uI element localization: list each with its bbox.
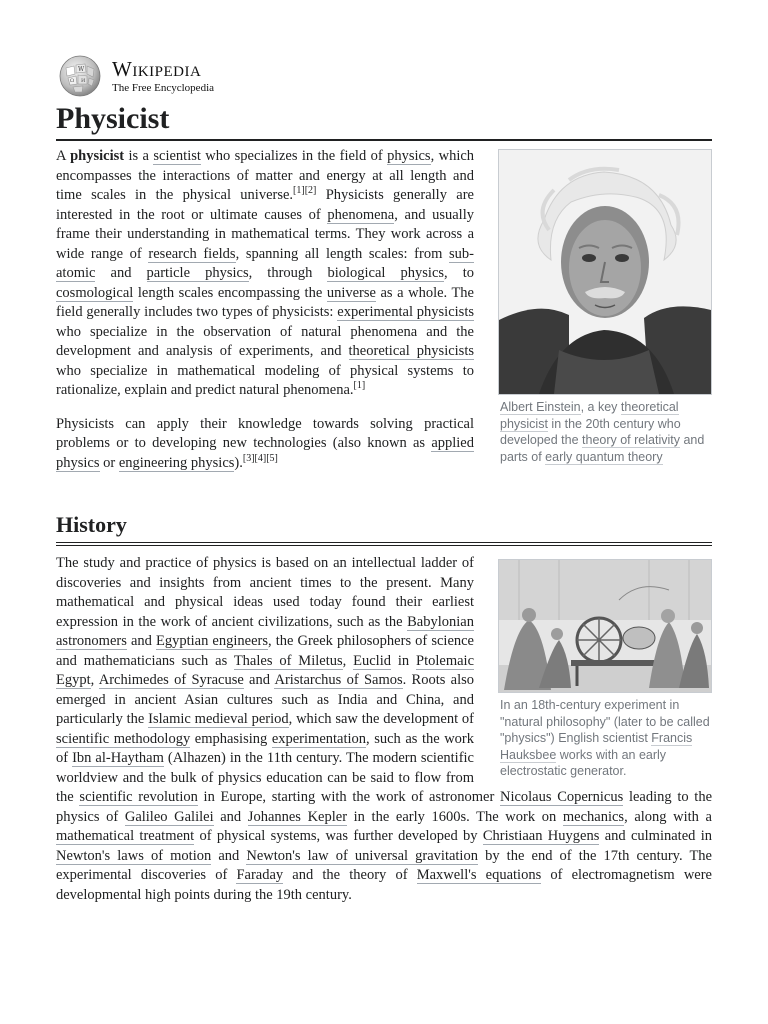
wikipedia-globe-icon [56, 54, 104, 98]
link-experimental-physicists[interactable]: experimental physicists [337, 304, 474, 320]
link-universe[interactable]: universe [326, 284, 376, 301]
link-newton-s-law-of-universal-gravitation[interactable]: Newton's law of universal gravitation [246, 847, 478, 864]
link-francis-hauksbee[interactable]: Francis Hauksbee [500, 731, 693, 762]
svg-text:W: W [78, 66, 85, 73]
link-experimentation[interactable]: experimentation [271, 730, 367, 747]
link-theoretical-physicists[interactable]: theoretical physicists [348, 343, 474, 359]
history-paragraph-1: The study and practice of physics is based on an intellectual ladder of discoveries and insights from ancient times to the present. Many mathematical and physical ideas used today found their earliest expression in the work of ancient civilizations, such as the Babylonian astronomers and Egyptian engineers, the Greek philosophers of science and mathematicians such as Thales of Miletus, Euclid in Ptolemaic Egypt, Archimedes of Syracuse and Aristarchus of Samos. Roots also emerged in ancient Asian cultures such as India and China, and particularly the Islamic medieval period, which saw the development of scientific methodology emphasising experimentation, such as the work of Ibn al-Haytham (Alhazen) in the 11th century. The modern scientific worldview and the bulk of physics education can be said to flow from the scientific revolution in Europe, starting with the work of astronomer Nicolaus Copernicus leading to the physics of Galileo Galilei and Johannes Kepler in the early 1600s. The work on mechanics, along with a mathematical treatment of physical systems, was further developed by Christiaan Huygens and culminated in Newton's laws of motion and Newton's law of universal gravitation by the end of the 17th century. The experimental discoveries of Faraday and the theory of Maxwell's equations of electromagnetism were developmental high points during the 19th century. [56, 555, 712, 903]
einstein-figure [498, 149, 712, 465]
link-ptolemaic-egypt[interactable]: Ptolemaic Egypt [56, 652, 475, 688]
link-research-fields[interactable]: research fields [148, 245, 236, 262]
link-phenomena[interactable]: phenomena [327, 206, 395, 223]
link-applied-physics[interactable]: applied physics [56, 435, 474, 471]
link-johannes-kepler[interactable]: Johannes Kepler [247, 808, 348, 825]
citation-reference[interactable]: [1][2] [293, 185, 317, 197]
history-heading: History [56, 511, 712, 546]
link-newton-s-laws-of-motion[interactable]: Newton's laws of motion [56, 847, 212, 864]
hauksbee-figure [498, 559, 712, 780]
link-christiaan-huygens[interactable]: Christiaan Huygens [482, 828, 600, 844]
article-page [56, 54, 712, 905]
svg-text:Ω: Ω [70, 78, 75, 84]
hauksbee-engraving[interactable] [498, 559, 712, 693]
link-archimedes-of-syracuse[interactable]: Archimedes of Syracuse [98, 672, 244, 688]
link-physics[interactable]: physics [387, 148, 431, 164]
link-theoretical-physicist[interactable]: theoretical physicist [500, 400, 679, 431]
link-scientific-methodology[interactable]: scientific methodology [56, 730, 191, 747]
link-islamic-medieval-period[interactable]: Islamic medieval period [148, 711, 289, 727]
link-faraday[interactable]: Faraday [236, 867, 284, 883]
hauksbee-caption: In an 18th-century experiment in "natural philosophy" (later to be called "physics") English scientist Francis Hauksbee works with an early electrostatic generator. [500, 698, 710, 778]
link-engineering-physics[interactable]: engineering physics [118, 454, 235, 471]
link-nicolaus-copernicus[interactable]: Nicolaus Copernicus [499, 789, 624, 805]
svg-text:И: И [81, 78, 86, 84]
link-aristarchus-of-samos[interactable]: Aristarchus of Samos [274, 672, 403, 688]
electrostatic-generator-image [499, 560, 711, 692]
citation-reference[interactable]: [3][4][5] [242, 452, 278, 464]
link-mathematical-treatment[interactable]: mathematical treatment [56, 828, 195, 844]
page-title: Physicist [56, 101, 712, 141]
link-theory-of-relativity[interactable]: theory of relativity [582, 433, 680, 447]
link-galileo-galilei[interactable]: Galileo Galilei [124, 808, 214, 825]
link-sub-atomic[interactable]: sub-atomic [56, 245, 474, 281]
link-early-quantum-theory[interactable]: early quantum theory [545, 449, 663, 464]
citation-reference[interactable]: [1] [353, 380, 366, 392]
link-biological-physics[interactable]: biological physics [327, 265, 445, 281]
bold-term: physicist [70, 148, 125, 164]
link-euclid[interactable]: Euclid [353, 652, 391, 669]
link-egyptian-engineers[interactable]: Egyptian engineers [155, 633, 268, 649]
link-babylonian-astronomers[interactable]: Babylonian astronomers [56, 613, 474, 649]
link-mechanics[interactable]: mechanics [562, 808, 625, 825]
link-albert-einstein[interactable]: Albert Einstein [500, 400, 581, 414]
intro-paragraph-2: Physicists can apply their knowledge towards solving practical problems or to developing new technologies (also known as applied physics or engineering physics).[3][4][5] [56, 415, 474, 471]
link-particle-physics[interactable]: particle physics [146, 265, 249, 281]
link-maxwell-s-equations[interactable]: Maxwell's equations [416, 867, 542, 883]
intro-paragraph-1: A physicist is a scientist who specializes in the field of physics, which encompasses the interactions of matter and energy at all length and time scales in the physical universe.[1][2] Physicists generally are interested in the root or ultimate causes of phenomena, and usually frame their understanding in mathematical terms. They work across a wide range of research fields, spanning all length scales: from sub-atomic and particle physics, through biological physics, to cosmological length scales encompassing the universe as a whole. The field generally includes two types of physicists: experimental physicists who specialize in the observation of natural phenomena and the development and analysis of experiments, and theoretical physicists who specialize in mathematical modeling of physical systems to rationalize, explain and predict natural phenomena.[1] [56, 148, 475, 398]
link-ibn-al-haytham[interactable]: Ibn al-Haytham [72, 750, 164, 766]
einstein-caption: Albert Einstein, a key theoretical physicist in the 20th century who developed the theory of relativity and parts of early quantum theory [500, 400, 705, 464]
wikipedia-logo[interactable] [56, 54, 712, 98]
einstein-portrait-image [499, 150, 711, 394]
link-thales-of-miletus[interactable]: Thales of Miletus [233, 652, 343, 669]
logo-tagline: The Free Encyclopedia [112, 81, 215, 94]
link-cosmological[interactable]: cosmological [56, 284, 134, 301]
einstein-photo[interactable] [498, 149, 712, 395]
logo-wordmark: Wikipedia [112, 56, 202, 81]
link-scientific-revolution[interactable]: scientific revolution [79, 789, 198, 805]
link-scientist[interactable]: scientist [153, 148, 201, 164]
